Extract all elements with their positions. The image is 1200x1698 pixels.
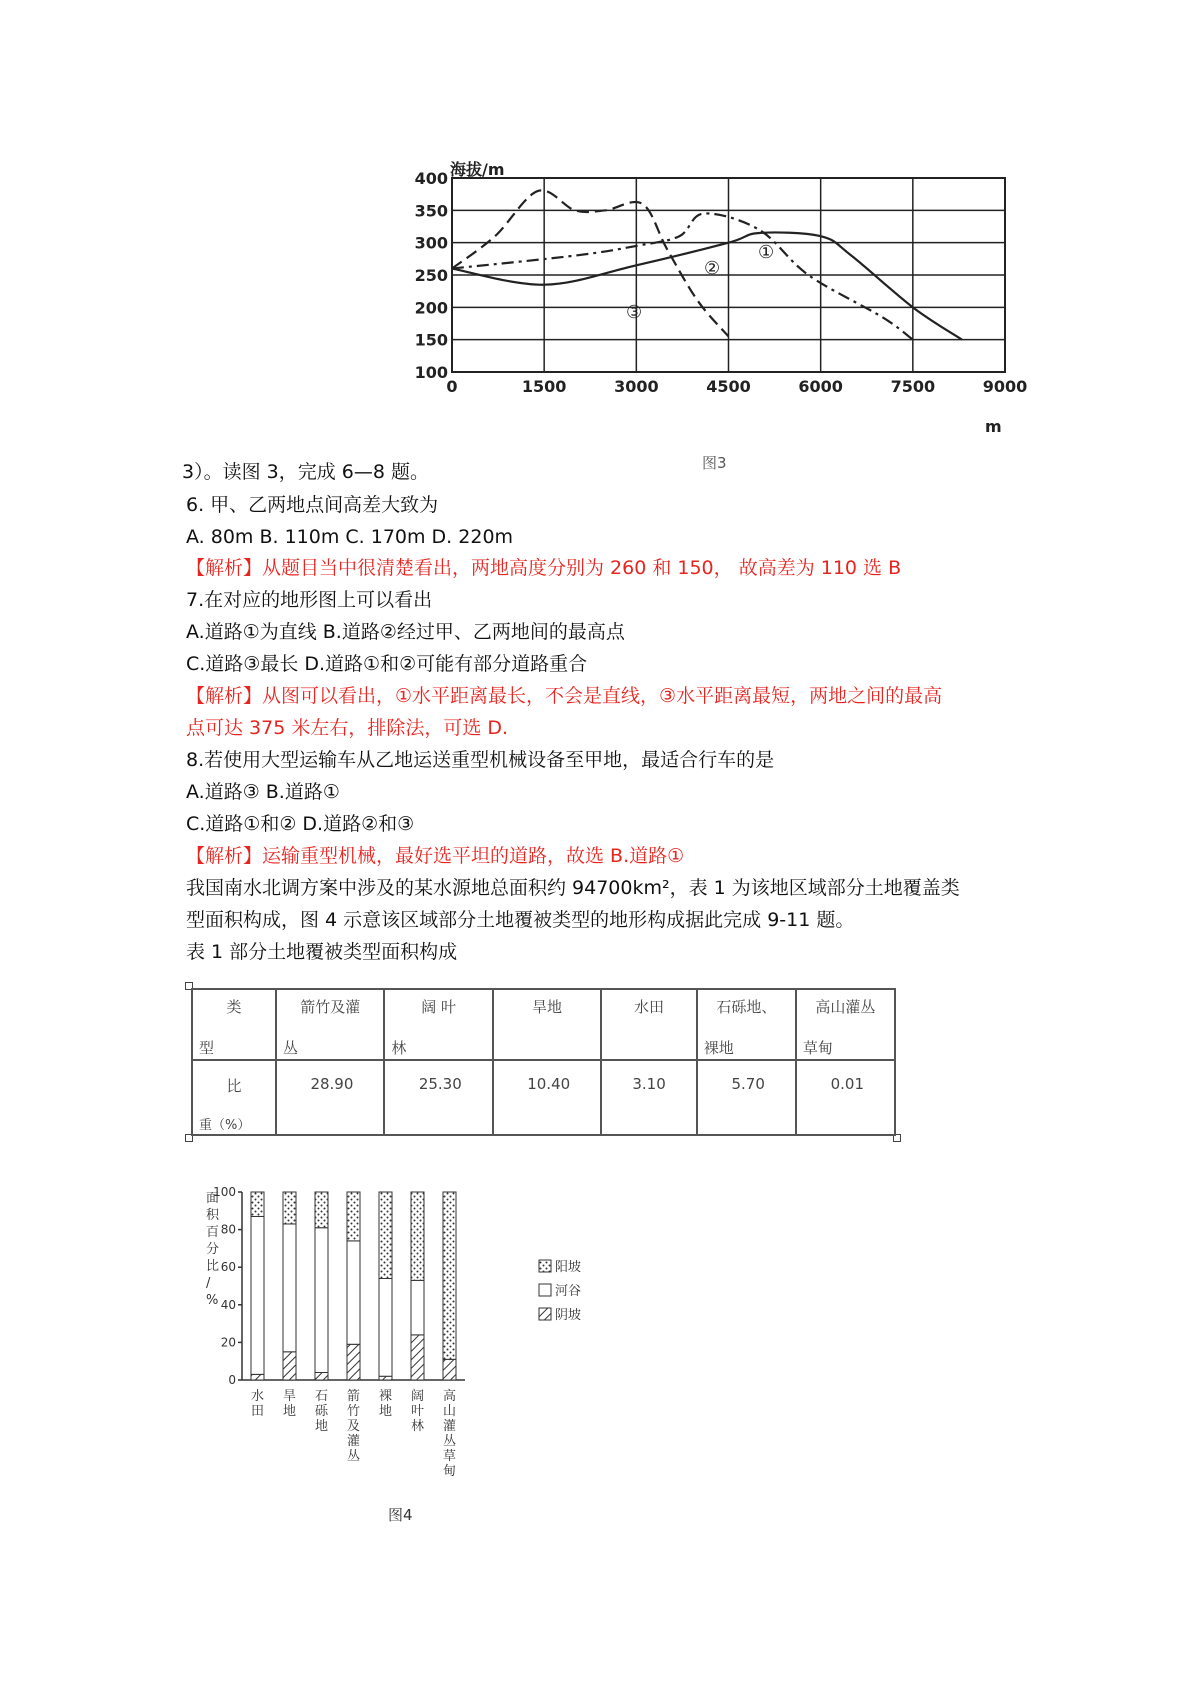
category-label-char: 及 [346,1419,361,1434]
bar-segment-阴坡 [315,1372,328,1380]
y-tick-label: 40 [220,1297,236,1312]
question-8-options-1: A.道路③ B.道路① [186,781,340,803]
category-label-char: 竹 [346,1404,361,1419]
table-column-header: 高山灌丛 草甸 [796,989,895,1060]
series-line-road-① [452,232,962,339]
table-cell: 10.40 [493,1060,601,1135]
bar-segment-河谷 [251,1216,264,1374]
y-axis-char: 面 [206,1191,220,1206]
legend-label: 阳坡 [555,1260,582,1275]
category-label-char: 地 [378,1404,393,1419]
category-label-char: 石 [314,1389,329,1404]
category-label-char: 箭 [346,1389,361,1404]
bar-segment-河谷 [315,1228,328,1373]
y-axis-char: 百 [206,1225,220,1240]
question-7-options-1: A.道路①为直线 B.道路②经过甲、乙两地间的最高点 [186,621,625,643]
legend-label: 阴坡 [555,1308,582,1323]
table1-title: 表 1 部分土地覆被类型面积构成 [186,941,458,963]
y-tick-label: 60 [220,1260,236,1275]
question-8-options-2: C.道路①和② D.道路②和③ [186,813,415,835]
category-label-char: 地 [282,1404,297,1419]
y-axis-char: % [206,1293,219,1308]
category-label-char: 丛 [346,1449,361,1464]
bar-segment-河谷 [411,1280,424,1335]
question-6: 6. 甲、乙两地点间高差大致为 [186,494,439,516]
bar-segment-阴坡 [411,1335,424,1380]
road-marker-3: ③ [626,302,643,323]
table-header-label: 类 型 [192,989,276,1060]
category-label-char: 林 [410,1419,425,1434]
table1 [191,988,896,1136]
bar-segment-阴坡 [283,1352,296,1380]
figure4-bars [251,1192,456,1380]
category-label-char: 旱 [282,1389,297,1404]
figure4-chart [200,1180,620,1530]
x-tick-label: 6000 [798,377,843,396]
figure3-grid [452,178,1005,372]
y-tick-label: 80 [220,1222,236,1237]
table-value-label: 比 重（%） [192,1060,276,1135]
answer-6: 【解析】从题目当中很清楚看出，两地高度分别为 260 和 150， 故高差为 110 选 B [186,557,902,579]
bar-segment-阴坡 [379,1376,392,1380]
answer-7-line-1: 【解析】从图可以看出，①水平距离最长，不会是直线，③水平距离最短，两地之间的最高 [186,685,943,707]
x-tick-label: 4500 [706,377,751,396]
category-label-char: 甸 [442,1464,457,1479]
figure3-yticks [415,169,448,382]
bar-segment-阳坡 [411,1192,424,1280]
x-tick-label: 1500 [521,377,567,396]
bar-segment-河谷 [347,1241,360,1344]
table-column-header: 阔 叶 林 [384,989,492,1060]
road-marker-1: ① [758,242,775,263]
figure4-caption: 图4 [388,1506,413,1524]
y-tick-label: 100 [414,363,448,382]
category-label-char: 灌 [442,1419,457,1434]
figure3-xticks [446,377,1027,396]
table-column-header: 水田 [601,989,697,1060]
bar-segment-阴坡 [347,1344,360,1380]
figure3-ylabel: 海拔/m [450,160,505,179]
figure3-chart [414,150,1028,475]
y-tick-label: 250 [414,266,448,285]
answer-8: 【解析】运输重型机械，最好选平坦的道路，故选 B.道路① [186,845,685,867]
category-label-char: 田 [250,1404,265,1419]
bar-segment-阴坡 [251,1374,264,1380]
category-label-char: 水 [250,1389,265,1404]
y-tick-label: 400 [414,169,448,188]
x-tick-label: 0 [446,377,458,396]
table-cell: 3.10 [601,1060,697,1135]
y-tick-label: 20 [220,1335,236,1350]
category-label-char: 高 [442,1389,457,1404]
category-label-char: 草 [442,1449,457,1464]
passage-line-2: 型面积构成，图 4 示意该区域部分土地覆被类型的地形构成据此完成 9-11 题。 [186,909,855,931]
x-tick-label: 9000 [982,377,1028,396]
answer-7-line-2: 点可达 375 米左右，排除法，可选 D. [186,717,509,739]
question-6-options: A. 80m B. 110m C. 170m D. 220m [186,526,514,548]
y-tick-label: 0 [228,1373,236,1387]
figure4-categories [251,1388,456,1479]
category-label-char: 叶 [410,1404,425,1419]
y-tick-label: 100 [213,1185,236,1199]
y-tick-label: 350 [414,201,448,221]
passage-line-1: 我国南水北调方案中涉及的某水源地总面积约 94700km²，表 1 为该地区域部分土地覆盖类 [186,877,960,899]
category-label-char: 阔 [410,1389,425,1404]
table-column-header: 石砾地、 裸地 [697,989,796,1060]
x-tick-label: 7500 [890,377,936,396]
intro-text: 3）。读图 3，完成 6—8 题。 [182,461,429,483]
table-column-header: 箭竹及灌 丛 [276,989,384,1060]
bar-segment-阴坡 [443,1359,456,1380]
table-cell: 0.01 [796,1060,895,1135]
bar-segment-河谷 [379,1278,392,1376]
figure3-caption: 图3 [702,454,727,472]
question-7-options-2: C.道路③最长 D.道路①和②可能有部分道路重合 [186,653,588,675]
bar-segment-阳坡 [315,1192,328,1228]
bar-segment-阳坡 [283,1192,296,1224]
bar-segment-阳坡 [251,1192,264,1216]
figure4-ylabel [206,1191,220,1308]
y-tick-label: 150 [414,330,448,350]
y-axis-char: 分 [206,1242,220,1257]
category-label-char: 砾 [314,1404,329,1419]
table-cell: 5.70 [697,1060,796,1135]
x-tick-label: 3000 [614,377,659,396]
y-tick-label: 200 [414,298,448,318]
road-marker-2: ② [704,258,721,279]
category-label-char: 裸 [378,1389,393,1404]
y-tick-label: 300 [414,233,448,253]
y-axis-char: 比 [206,1259,220,1274]
question-8: 8.若使用大型运输车从乙地运送重型机械设备至甲地，最适合行车的是 [186,749,775,771]
category-label-char: 丛 [442,1434,457,1449]
table-cell: 28.90 [276,1060,384,1135]
y-axis-char: 积 [206,1208,220,1223]
figure3-xunit: m [985,417,1002,436]
category-label-char: 灌 [346,1434,361,1449]
bar-segment-阳坡 [379,1192,392,1278]
series-line-road-③ [452,190,729,336]
bar-segment-阳坡 [347,1192,360,1241]
bar-segment-河谷 [283,1224,296,1352]
question-7: 7.在对应的地形图上可以看出 [186,589,433,611]
legend-label: 河谷 [555,1284,582,1299]
table-cell: 25.30 [384,1060,492,1135]
figure4-legend [539,1259,581,1323]
bar-segment-阳坡 [443,1192,456,1359]
table-column-header: 旱地 [493,989,601,1060]
category-label-char: 地 [314,1419,329,1434]
category-label-char: 山 [442,1404,457,1419]
y-axis-char: / [206,1276,211,1291]
